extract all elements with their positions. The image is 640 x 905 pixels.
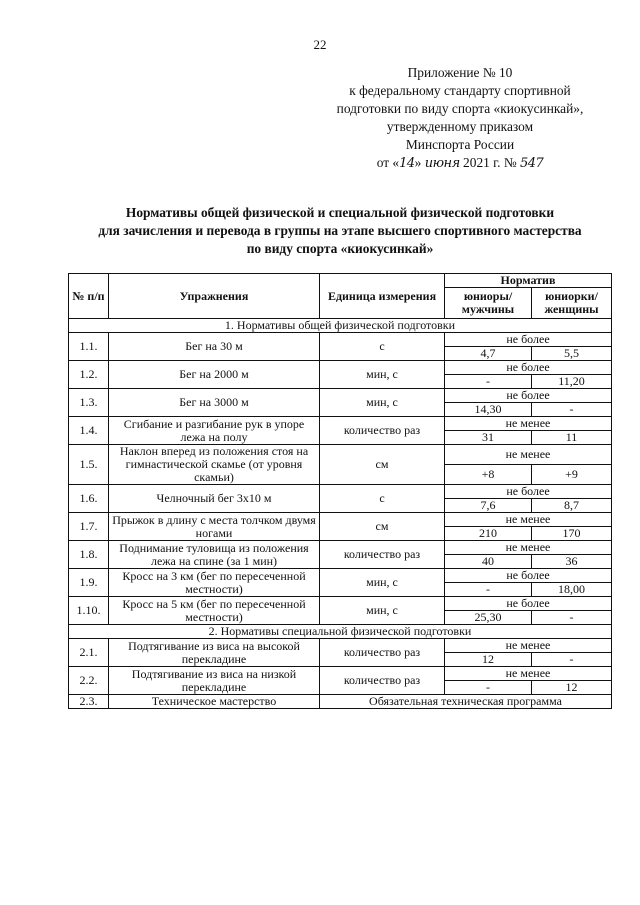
norm-qualifier: не более [445,389,612,403]
exercise-name: Прыжок в длину с места толчком двумя ногами [109,513,320,541]
exercise-name: Сгибание и разгибание рук в упоре лежа на полу [109,417,320,445]
men-value: 210 [445,527,532,541]
women-value: 170 [532,527,612,541]
appendix-line: к федеральному стандарту спортивной [349,83,571,98]
row-number: 1.7. [69,513,109,541]
exercise-name: Кросс на 5 км (бег по пересеченной местности) [109,597,320,625]
row-number: 1.1. [69,333,109,361]
header-num: № п/п [69,274,109,319]
exercise-name: Подтягивание из виса на высокой перекладине [109,639,320,667]
header-women: юниорки/ женщины [532,288,612,319]
exercise-name: Техническое мастерство [109,695,320,709]
header-men: юниоры/ мужчины [445,288,532,319]
men-value: - [445,375,532,389]
men-value: 31 [445,431,532,445]
exercise-name: Бег на 3000 м [109,389,320,417]
exercise-name: Поднимание туловища из положения лежа на спине (за 1 мин) [109,541,320,569]
program-cell: Обязательная техническая программа [320,695,612,709]
table-row [69,667,612,681]
row-number: 1.9. [69,569,109,597]
norm-qualifier: не менее [445,639,612,653]
women-value: 36 [532,555,612,569]
unit-cell: количество раз [320,417,445,445]
table-row [69,333,612,347]
women-value: - [532,403,612,417]
men-value: 40 [445,555,532,569]
unit-cell: с [320,485,445,513]
norm-qualifier: не менее [445,513,612,527]
handwritten-day: 14 [399,156,415,171]
appendix-line: подготовки по виду спорта «киокусинкай», [336,101,584,116]
exercise-name: Бег на 30 м [109,333,320,361]
header-unit: Единица измерения [320,274,445,319]
table-row [69,569,612,583]
row-number: 2.2. [69,667,109,695]
order-date-line: от «14» июня 2021 г. № 547 [376,155,544,171]
unit-cell: мин, с [320,597,445,625]
table-row [69,541,612,555]
women-value: - [532,611,612,625]
men-value: - [445,583,532,597]
norm-qualifier: не менее [445,445,612,465]
norm-qualifier: не более [445,569,612,583]
unit-cell: с [320,333,445,361]
table-row [69,389,612,403]
men-value: 14,30 [445,403,532,417]
norm-qualifier: не менее [445,667,612,681]
header-norm: Норматив [445,274,612,288]
unit-cell: количество раз [320,541,445,569]
handwritten-order-number: 547 [519,156,544,171]
exercise-name: Наклон вперед из положения стоя на гимнастической скамье (от уровня скамьи) [109,445,320,485]
appendix-line: утвержденному приказом [386,119,534,134]
table-row [69,361,612,375]
table-row [69,695,612,709]
men-value: 25,30 [445,611,532,625]
exercise-name: Челночный бег 3x10 м [109,485,320,513]
row-number: 1.3. [69,389,109,417]
section-heading: 2. Нормативы специальной физической подготовки [69,625,612,639]
table-row [69,513,612,527]
appendix-title: Приложение № 10 [407,65,513,80]
women-value: +9 [532,465,612,485]
exercise-name: Кросс на 3 км (бег по пересеченной местности) [109,569,320,597]
norm-qualifier: не более [445,597,612,611]
men-value: - [445,681,532,695]
page-number: 22 [313,37,327,52]
table-row [69,417,612,431]
row-number: 1.10. [69,597,109,625]
section-heading: 1. Нормативы общей физической подготовки [69,319,612,333]
appendix-block [300,64,620,173]
men-value: 12 [445,653,532,667]
unit-cell: мин, с [320,361,445,389]
unit-cell: количество раз [320,667,445,695]
women-value: 18,00 [532,583,612,597]
unit-cell: см [320,445,445,485]
men-value: 7,6 [445,499,532,513]
header-exercise: Упражнения [109,274,320,319]
exercise-name: Подтягивание из виса на низкой перекладине [109,667,320,695]
norm-qualifier: не более [445,333,612,347]
norm-qualifier: не менее [445,541,612,555]
men-value: +8 [445,465,532,485]
exercise-name: Бег на 2000 м [109,361,320,389]
women-value: 12 [532,681,612,695]
table-row [69,485,612,499]
row-number: 1.6. [69,485,109,513]
row-number: 1.4. [69,417,109,445]
unit-cell: мин, с [320,389,445,417]
norm-qualifier: не менее [445,417,612,431]
row-number: 2.3. [69,695,109,709]
unit-cell: количество раз [320,639,445,667]
women-value: - [532,653,612,667]
row-number: 1.2. [69,361,109,389]
row-number: 2.1. [69,639,109,667]
row-number: 1.5. [69,445,109,485]
row-number: 1.8. [69,541,109,569]
norm-qualifier: не более [445,485,612,499]
document-title: Нормативы общей физической и специальной физической подготовки для зачисления и перевода в группы на этапе высшего спортивного мастерства по виду спорта «киокусинкай» [98,205,582,256]
norm-qualifier: не более [445,361,612,375]
handwritten-month: июня [424,156,460,171]
women-value: 11,20 [532,375,612,389]
table-row [69,639,612,653]
unit-cell: мин, с [320,569,445,597]
appendix-line: Минспорта России [405,137,515,152]
women-value: 8,7 [532,499,612,513]
norms-table [68,273,612,709]
women-value: 5,5 [532,347,612,361]
men-value: 4,7 [445,347,532,361]
women-value: 11 [532,431,612,445]
unit-cell: см [320,513,445,541]
table-row [69,597,612,611]
table-row [69,445,612,465]
